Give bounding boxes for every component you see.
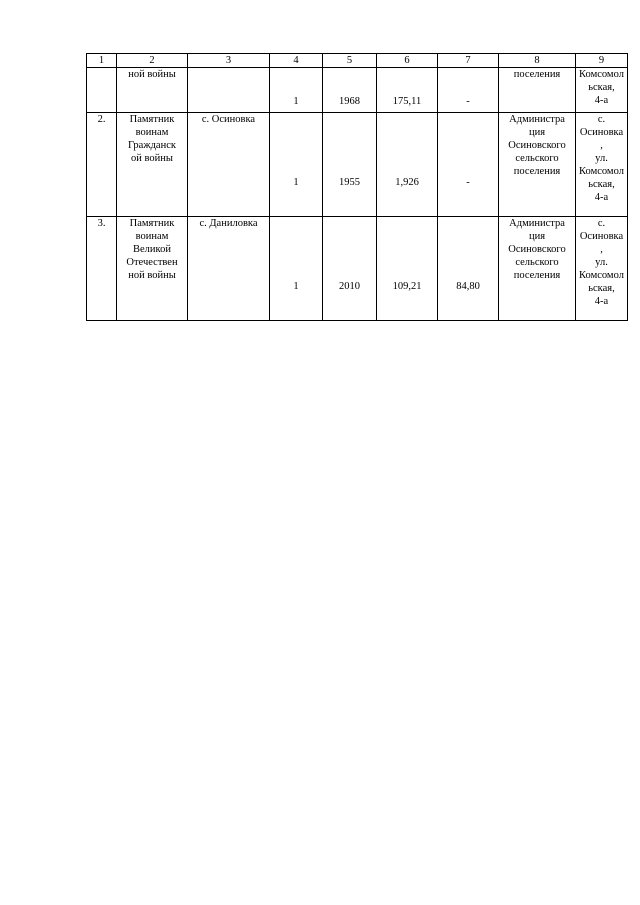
cell-year: 1955 <box>323 113 377 217</box>
table-body <box>87 68 628 321</box>
cell-address-line: Осиновка <box>579 231 624 242</box>
cell-address-line: Комсомол <box>579 270 624 281</box>
cell-number: 2. <box>87 113 117 217</box>
cell-owner-line: поселения <box>513 69 561 80</box>
cell-address-line: Осиновка <box>579 127 624 138</box>
cell-owner-line: поселения <box>513 166 561 177</box>
cell-owner-line: сельского <box>515 257 559 268</box>
cell-owner <box>499 113 576 217</box>
cell-name <box>117 217 188 321</box>
cell-address-line: ул. <box>595 153 608 164</box>
cell-address-line: с. <box>597 218 606 229</box>
cell-name-line: ой войны <box>131 153 173 164</box>
cell-address <box>576 113 628 217</box>
cell-owner-line: Администра <box>509 114 565 125</box>
cell-number: 3. <box>87 217 117 321</box>
cell-name-line: Великой <box>133 244 171 255</box>
cell-address-line: 4-а <box>594 296 609 307</box>
cell-name-line: ной войны <box>128 69 176 80</box>
cell-name <box>117 68 188 113</box>
cell-quantity: 1 <box>270 113 323 217</box>
cell-location-line: с. Осиновка <box>201 114 256 125</box>
header-row <box>87 54 628 68</box>
cell-owner-line: Осиновского <box>508 140 566 151</box>
cell-owner-line: Администра <box>509 218 565 229</box>
cell-value: 175,11 <box>377 68 438 113</box>
cell-address-line: с. <box>597 114 606 125</box>
cell-address-line: , <box>600 140 603 151</box>
cell-owner-line: поселения <box>513 270 561 281</box>
cell-owner-line: ция <box>528 127 546 138</box>
cell-owner-line: Осиновского <box>508 244 566 255</box>
header-col-1: 1 <box>87 54 117 68</box>
cell-location <box>188 217 270 321</box>
cell-address-line: ьская, <box>588 179 615 190</box>
cell-name-line: Гражданск <box>128 140 176 151</box>
table-row <box>87 217 628 321</box>
cell-year: 2010 <box>323 217 377 321</box>
header-col-8: 8 <box>499 54 576 68</box>
cell-year: 1968 <box>323 68 377 113</box>
header-col-6: 6 <box>377 54 438 68</box>
cell-extra: - <box>438 113 499 217</box>
table-row <box>87 68 628 113</box>
cell-name-line: Памятник <box>129 218 175 229</box>
table-row <box>87 113 628 217</box>
cell-name-line: Отечествен <box>126 257 178 268</box>
cell-name-line: Памятник <box>129 114 175 125</box>
header-col-9: 9 <box>576 54 628 68</box>
cell-address-line: Комсомол <box>579 166 624 177</box>
cell-address-line: , <box>600 244 603 255</box>
header-col-4: 4 <box>270 54 323 68</box>
cell-address <box>576 68 628 113</box>
cell-owner-line: сельского <box>515 153 559 164</box>
property-table <box>86 53 628 321</box>
cell-name <box>117 113 188 217</box>
cell-address-line: ьская, <box>588 82 615 93</box>
cell-address-line: Комсомол <box>579 69 624 80</box>
header-col-5: 5 <box>323 54 377 68</box>
header-col-7: 7 <box>438 54 499 68</box>
cell-quantity: 1 <box>270 68 323 113</box>
cell-location-line: с. Даниловка <box>199 218 258 229</box>
cell-extra: - <box>438 68 499 113</box>
cell-name-line: ной войны <box>128 270 176 281</box>
cell-address-line: 4-а <box>594 95 609 106</box>
cell-owner <box>499 217 576 321</box>
cell-owner <box>499 68 576 113</box>
cell-address-line: ул. <box>595 257 608 268</box>
cell-owner-line: ция <box>528 231 546 242</box>
cell-value: 109,21 <box>377 217 438 321</box>
cell-value: 1,926 <box>377 113 438 217</box>
cell-location <box>188 113 270 217</box>
cell-address-line: 4-а <box>594 192 609 203</box>
header-col-2: 2 <box>117 54 188 68</box>
cell-location <box>188 68 270 113</box>
cell-quantity: 1 <box>270 217 323 321</box>
cell-address-line: ьская, <box>588 283 615 294</box>
cell-name-line: воинам <box>135 231 169 242</box>
cell-number <box>87 68 117 113</box>
header-col-3: 3 <box>188 54 270 68</box>
cell-name-line: воинам <box>135 127 169 138</box>
cell-address <box>576 217 628 321</box>
cell-extra: 84,80 <box>438 217 499 321</box>
